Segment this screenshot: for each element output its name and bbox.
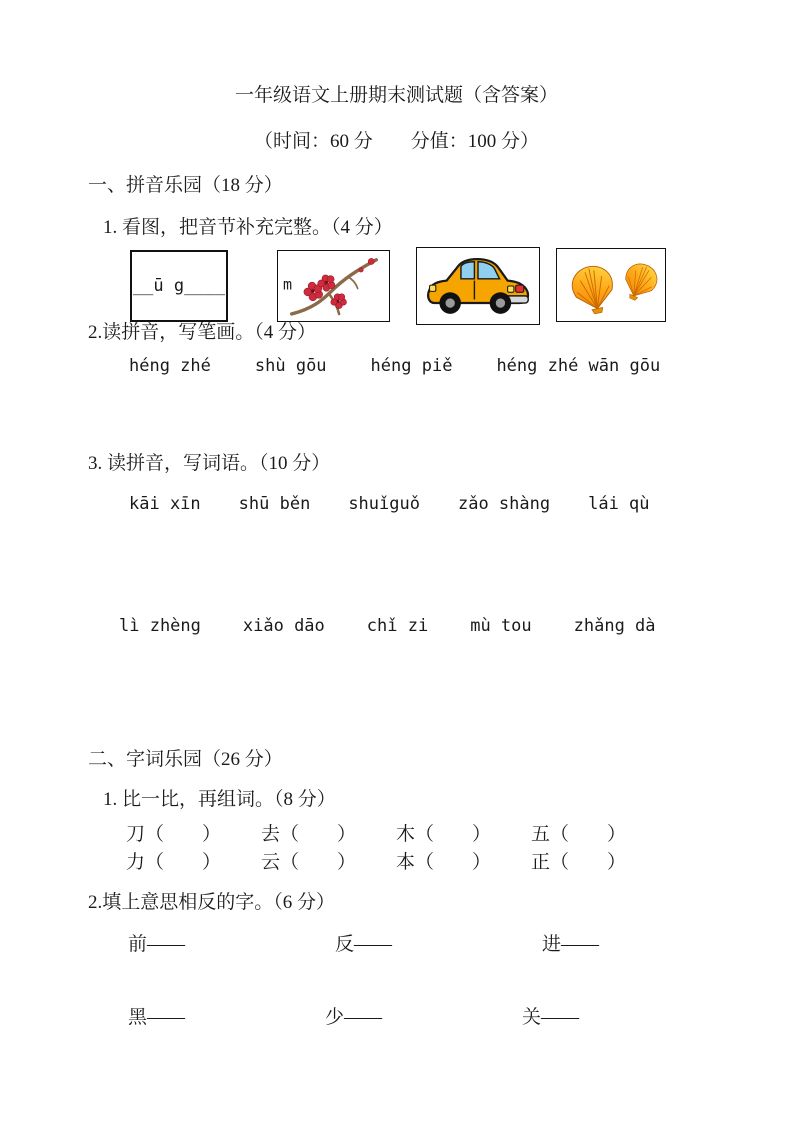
- car-image: [422, 251, 534, 321]
- compare-item: 正（ ）: [531, 852, 627, 873]
- pinyin-item: kāi xīn: [129, 494, 201, 514]
- pinyin-item: chǐ zi: [366, 616, 429, 636]
- compare-item: 去（ ）: [261, 824, 357, 845]
- section2-q1-label: 1. 比一比，再组词。（8 分）: [103, 789, 336, 810]
- pinyin-item: zhǎng dà: [573, 616, 656, 636]
- word-pinyin-row-2: [119, 616, 656, 636]
- compare-words-row-1: [126, 819, 626, 846]
- antonym-item: 进——: [542, 934, 600, 955]
- shells-image: [561, 252, 661, 318]
- pinyin-item: mù tou: [470, 616, 532, 636]
- section1-q1-label: 1. 看图，把音节补充完整。（4 分）: [103, 217, 393, 238]
- section2-q2-label: 2.填上意思相反的字。（6 分）: [88, 892, 336, 913]
- pinyin-item: lái qù: [588, 494, 650, 514]
- pinyin-item: shù gōu: [254, 356, 327, 376]
- pinyin-item: héng piě: [370, 356, 453, 376]
- compare-item: 力（ ）: [126, 852, 222, 873]
- page-title: 一年级语文上册期末测试题（含答案）: [234, 85, 558, 106]
- section2-heading: 二、字词乐园（26 分）: [88, 749, 283, 770]
- plum-blossom-image: [284, 253, 384, 319]
- syllable-box-shells: [556, 248, 666, 322]
- compare-words-row-2: [126, 847, 626, 874]
- compare-item: 五（ ）: [531, 824, 627, 845]
- pinyin-item: héng zhé: [129, 356, 211, 376]
- syllable-box-blank: [130, 250, 228, 322]
- pinyin-item: zǎo shàng: [457, 494, 551, 514]
- syllable-box-car: [416, 247, 540, 325]
- antonym-row-2: [128, 1002, 579, 1029]
- compare-item: 云（ ）: [261, 852, 357, 873]
- pinyin-item: lì zhèng: [119, 616, 201, 636]
- pinyin-item: héng zhé wān gōu: [496, 356, 661, 376]
- antonym-item: 少——: [325, 1007, 383, 1028]
- pinyin-item: xiǎo dāo: [242, 616, 325, 636]
- antonym-row-1: [128, 929, 599, 956]
- syllable-box-plum: [277, 250, 390, 322]
- compare-item: 刀（ ）: [126, 824, 222, 845]
- section1-q2-label: 2.读拼音，写笔画。（4 分）: [88, 322, 317, 343]
- antonym-item: 前——: [128, 934, 186, 955]
- compare-item: 木（ ）: [396, 824, 492, 845]
- pinyin-item: shū běn: [238, 494, 311, 514]
- word-pinyin-row-1: [129, 494, 650, 514]
- pinyin-item: shuǐguǒ: [348, 494, 420, 514]
- section1-heading: 一、拼音乐园（18 分）: [88, 175, 283, 196]
- stroke-pinyin-row: [129, 356, 660, 376]
- compare-item: 本（ ）: [396, 852, 492, 873]
- antonym-item: 关——: [522, 1007, 580, 1028]
- section1-q3-label: 3. 读拼音，写词语。（10 分）: [88, 453, 331, 474]
- page-subtitle: （时间：60 分 分值：100 分）: [253, 131, 539, 152]
- syllable-prefix-m: m: [283, 275, 293, 294]
- syllable-blank-text: __ū g____: [132, 276, 226, 296]
- antonym-item: 黑——: [128, 1007, 186, 1028]
- antonym-item: 反——: [335, 934, 393, 955]
